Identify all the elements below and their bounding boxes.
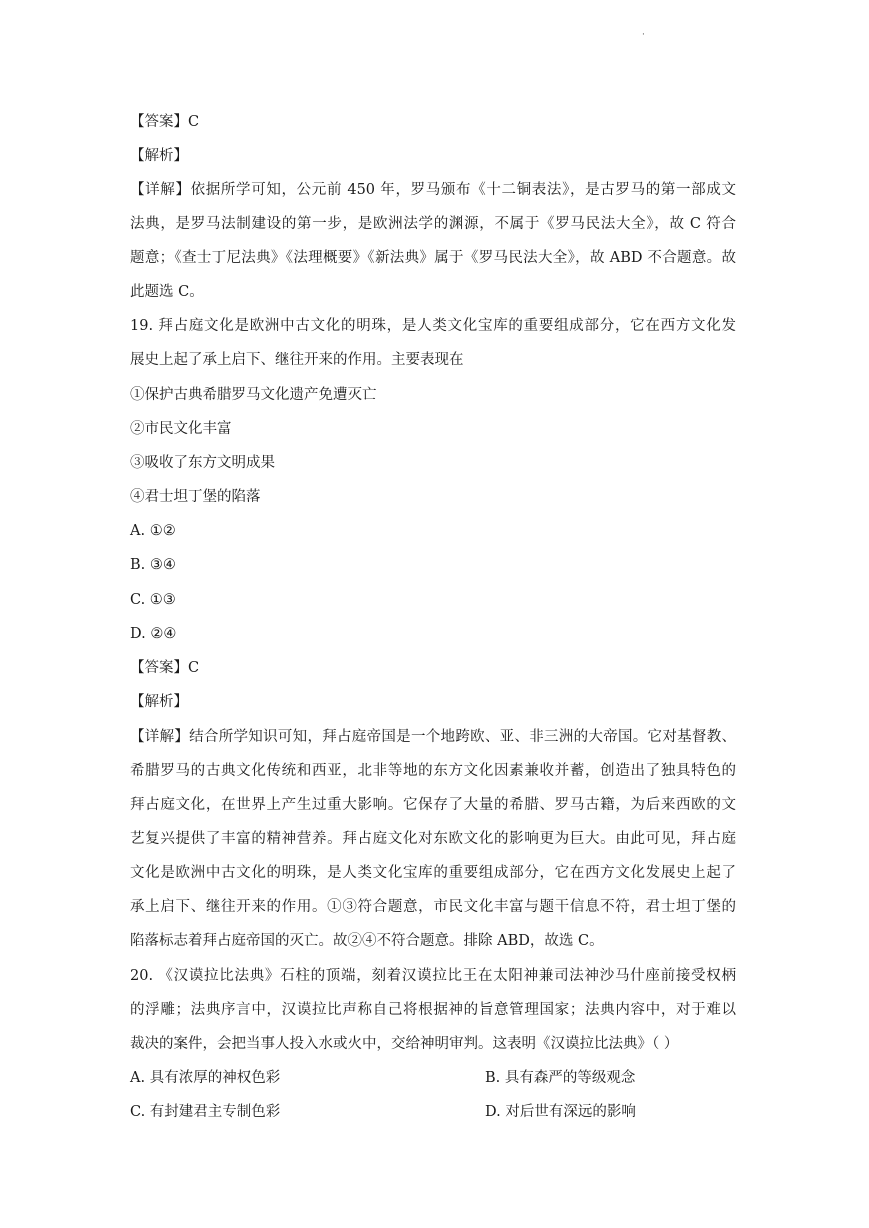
q19-detail-line: 拜占庭文化，在世界上产生过重大影响。它保存了大量的希腊、罗马古籍，为后来西欧的文 — [130, 797, 736, 813]
q20-stem-line: 裁决的案件，会把当事人投入水或火中，交给神明审判。这表明《汉谟拉比法典》（ ） — [130, 1036, 679, 1052]
q19-detail-line: 艺复兴提供了丰富的精神营养。拜占庭文化对东欧文化的影响更为巨大。由此可见，拜占庭 — [130, 831, 736, 847]
q19-detail-line: 希腊罗马的古典文化传统和西亚，北非等地的东方文化因素兼收并蓄，创造出了独具特色的 — [130, 763, 736, 779]
q20-option-d: D. 对后世有深远的影响 — [485, 1104, 636, 1120]
q19-item: ②市民文化丰富 — [130, 421, 232, 437]
q20-stem-line: 20. 《汉谟拉比法典》石柱的顶端，刻着汉谟拉比王在太阳神兼司法神沙马什座前接受权柄 — [130, 968, 736, 984]
header-mark: · — [642, 30, 645, 40]
q18-detail-line: 此题选 C。 — [130, 284, 204, 300]
q19-item: ①保护古典希腊罗马文化遗产免遭灭亡 — [130, 387, 377, 403]
q19-detail-line: 【详解】结合所学知识可知，拜占庭帝国是一个地跨欧、亚、非三洲的大帝国。它对基督教、 — [130, 729, 736, 745]
q18-detail-line: 题意；《查士丁尼法典》《法理概要》《新法典》属于《罗马民法大全》，故 ABD 不合题意。故 — [130, 250, 736, 266]
q19-option-d: D. ②④ — [130, 626, 177, 642]
q20-option-a: A. 具有浓厚的神权色彩 — [130, 1070, 281, 1086]
q19-stem-line: 19. 拜占庭文化是欧洲中古文化的明珠，是人类文化宝库的重要组成部分，它在西方文化发 — [130, 318, 736, 334]
q20-stem-line: 的浮雕；法典序言中，汉谟拉比声称自己将根据神的旨意管理国家；法典内容中，对于难以 — [130, 1002, 736, 1018]
q19-answer: 【答案】C — [130, 660, 200, 676]
q19-item: ③吸收了东方文明成果 — [130, 455, 275, 471]
q18-answer: 【答案】C — [130, 114, 200, 130]
q18-detail-line: 【详解】依据所学可知，公元前 450 年，罗马颁布《十二铜表法》，是古罗马的第一部成文 — [130, 182, 736, 198]
q19-detail-line: 文化是欧洲中古文化的明珠，是人类文化宝库的重要组成部分，它在西方文化发展史上起了 — [130, 865, 736, 881]
q19-option-b: B. ③④ — [130, 557, 176, 573]
q20-option-c: C. 有封建君主专制色彩 — [130, 1104, 281, 1120]
q18-detail-line: 法典，是罗马法制建设的第一步，是欧洲法学的渊源，不属于《罗马民法大全》，故 C 符合 — [130, 216, 736, 232]
q19-option-a: A. ①② — [130, 523, 176, 539]
q20-option-b: B. 具有森严的等级观念 — [485, 1070, 636, 1086]
q19-option-c: C. ①③ — [130, 592, 176, 608]
q19-detail-line: 陷落标志着拜占庭帝国的灭亡。故②④不符合题意。排除 ABD，故选 C。 — [130, 933, 604, 949]
q19-stem-line: 展史上起了承上启下、继往开来的作用。主要表现在 — [130, 352, 464, 368]
q18-analysis-label: 【解析】 — [130, 148, 188, 164]
q19-detail-line: 承上启下、继往开来的作用。①③符合题意，市民文化丰富与题干信息不符，君士坦丁堡的 — [130, 899, 736, 915]
q19-item: ④君士坦丁堡的陷落 — [130, 489, 261, 505]
q19-analysis-label: 【解析】 — [130, 694, 188, 710]
